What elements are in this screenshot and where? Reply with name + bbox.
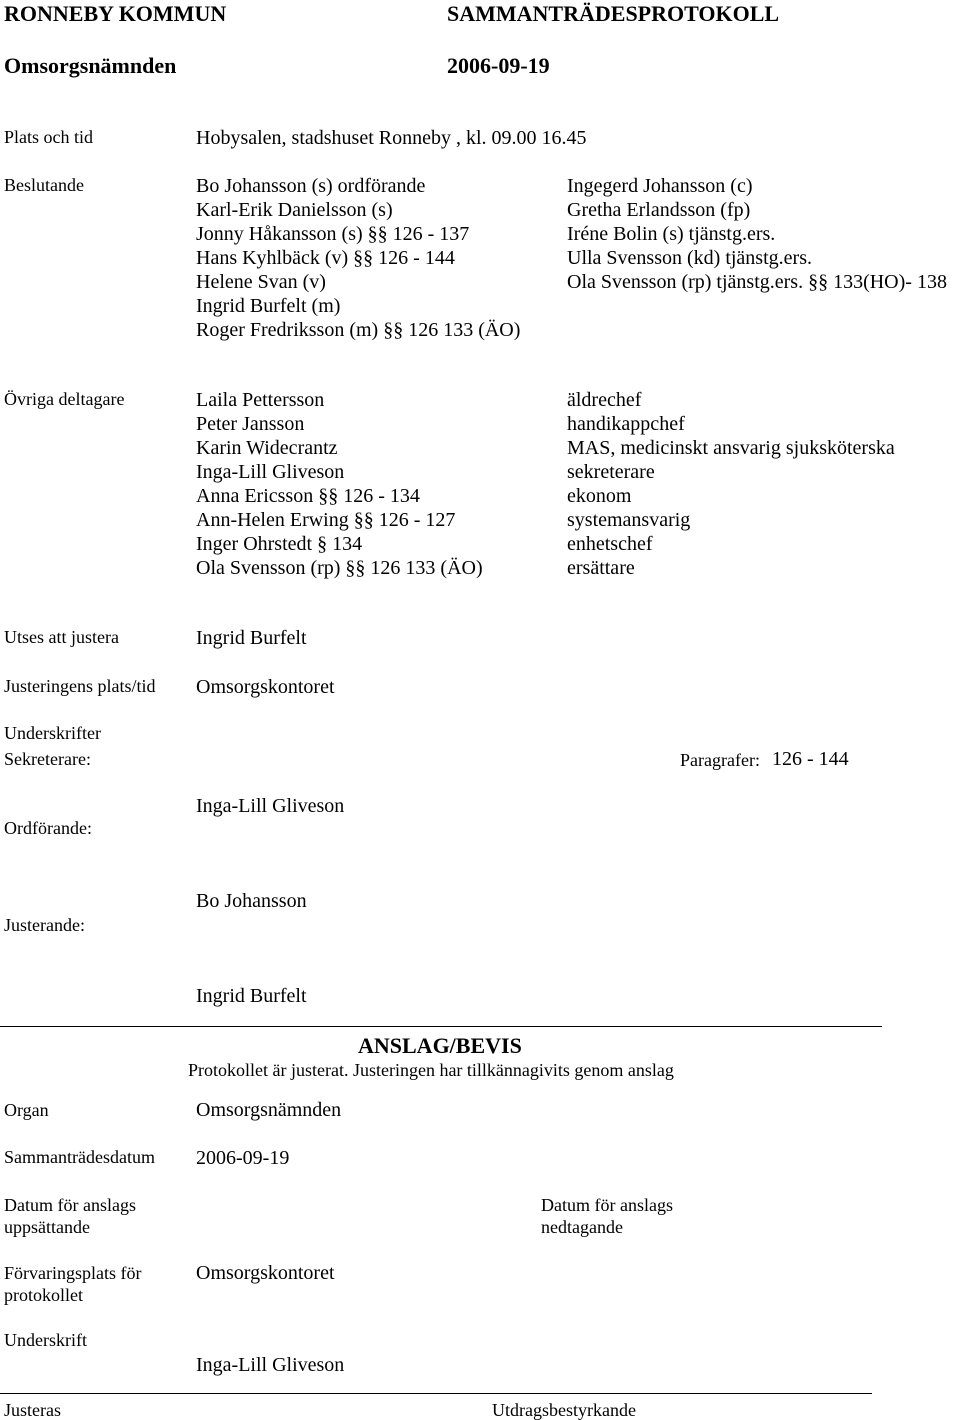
participant-name: Inger Ohrstedt § 134: [196, 533, 363, 555]
justeras-label: Justeras: [4, 1400, 61, 1420]
organ-value: Omsorgsnämnden: [196, 1099, 342, 1121]
forvaringsplats-label: Förvaringsplats för: [4, 1263, 142, 1283]
beslutande-right-item: Iréne Bolin (s) tjänstg.ers.: [567, 223, 776, 245]
uppsattande-label: Datum för anslags: [4, 1195, 136, 1215]
justering-plats-label: Justeringens plats/tid: [4, 676, 156, 696]
justerande-label: Justerande:: [4, 915, 85, 935]
justerande-name: Ingrid Burfelt: [196, 985, 307, 1007]
nedtagande-label: Datum för anslags: [541, 1195, 673, 1215]
anslag-top-rule: [0, 1026, 882, 1027]
anslag-subtitle: Protokollet är justerat. Justeringen har tillkännagivits genom anslag: [188, 1060, 674, 1080]
ordforande-name: Bo Johansson: [196, 890, 307, 912]
justering-plats-value: Omsorgskontoret: [196, 676, 335, 698]
uppsattande-label-line2: uppsättande: [4, 1217, 90, 1237]
sammantradesdatum-value: 2006-09-19: [196, 1147, 290, 1169]
beslutande-right-item: Ulla Svensson (kd) tjänstg.ers.: [567, 247, 812, 269]
nedtagande-label-line2: nedtagande: [541, 1217, 623, 1237]
plats-label: Plats och tid: [4, 127, 93, 147]
plats-value: Hobysalen, stadshuset Ronneby , kl. 09.00 16.45: [196, 127, 587, 149]
beslutande-label: Beslutande: [4, 175, 84, 195]
municipality-name: RONNEBY KOMMUN: [4, 1, 227, 26]
participant-role: ersättare: [567, 557, 635, 579]
beslutande-left-item: Karl-Erik Danielsson (s): [196, 199, 393, 221]
participant-name: Laila Pettersson: [196, 389, 325, 411]
beslutande-right-item: Ola Svensson (rp) tjänstg.ers. §§ 133(HO)- 138: [567, 271, 947, 293]
utdragsbestyrkande-label: Utdragsbestyrkande: [492, 1400, 636, 1420]
beslutande-left-item: Bo Johansson (s) ordförande: [196, 175, 426, 197]
participant-role: MAS, medicinskt ansvarig sjuksköterska: [567, 437, 895, 459]
paragrafer-label: Paragrafer:: [680, 750, 760, 770]
beslutande-left-item: Helene Svan (v): [196, 271, 326, 293]
participant-name: Karin Widecrantz: [196, 437, 338, 459]
ordforande-label: Ordförande:: [4, 818, 92, 838]
underskrift-name: Inga-Lill Gliveson: [196, 1354, 345, 1376]
underskrift-label: Underskrift: [4, 1330, 87, 1350]
participant-name: Ola Svensson (rp) §§ 126 133 (ÄO): [196, 557, 483, 579]
document-type: SAMMANTRÄDESPROTOKOLL: [447, 1, 780, 26]
participant-role: ekonom: [567, 485, 632, 507]
participant-role: enhetschef: [567, 533, 653, 555]
participant-name: Inga-Lill Gliveson: [196, 461, 345, 483]
sekreterare-name: Inga-Lill Gliveson: [196, 795, 345, 817]
forvaringsplats-value: Omsorgskontoret: [196, 1262, 335, 1284]
paragrafer-value: 126 - 144: [772, 748, 849, 770]
beslutande-left-item: Ingrid Burfelt (m): [196, 295, 341, 317]
beslutande-right-item: Gretha Erlandsson (fp): [567, 199, 751, 221]
sammantradesdatum-label: Sammanträdesdatum: [4, 1147, 155, 1167]
participant-role: äldrechef: [567, 389, 642, 411]
utses-value: Ingrid Burfelt: [196, 627, 307, 649]
participant-role: systemansvarig: [567, 509, 691, 531]
sekreterare-label: Sekreterare:: [4, 749, 91, 769]
participant-name: Peter Jansson: [196, 413, 305, 435]
anslag-title: ANSLAG/BEVIS: [358, 1033, 522, 1058]
beslutande-left-item: Jonny Håkansson (s) §§ 126 - 137: [196, 223, 470, 245]
underskrifter-label: Underskrifter: [4, 723, 101, 743]
footer-rule: [0, 1393, 872, 1394]
participant-name: Ann-Helen Erwing §§ 126 - 127: [196, 509, 456, 531]
board-name: Omsorgsnämnden: [4, 53, 177, 78]
participant-role: sekreterare: [567, 461, 655, 483]
utses-label: Utses att justera: [4, 627, 119, 647]
beslutande-left-item: Hans Kyhlbäck (v) §§ 126 - 144: [196, 247, 455, 269]
participant-name: Anna Ericsson §§ 126 - 134: [196, 485, 420, 507]
beslutande-left-item: Roger Fredriksson (m) §§ 126 133 (ÄO): [196, 319, 521, 341]
ovriga-label: Övriga deltagare: [4, 389, 125, 409]
meeting-date: 2006-09-19: [447, 53, 550, 78]
forvaringsplats-label-line2: protokollet: [4, 1285, 83, 1305]
participant-role: handikappchef: [567, 413, 685, 435]
organ-label: Organ: [4, 1100, 49, 1120]
beslutande-right-item: Ingegerd Johansson (c): [567, 175, 753, 197]
